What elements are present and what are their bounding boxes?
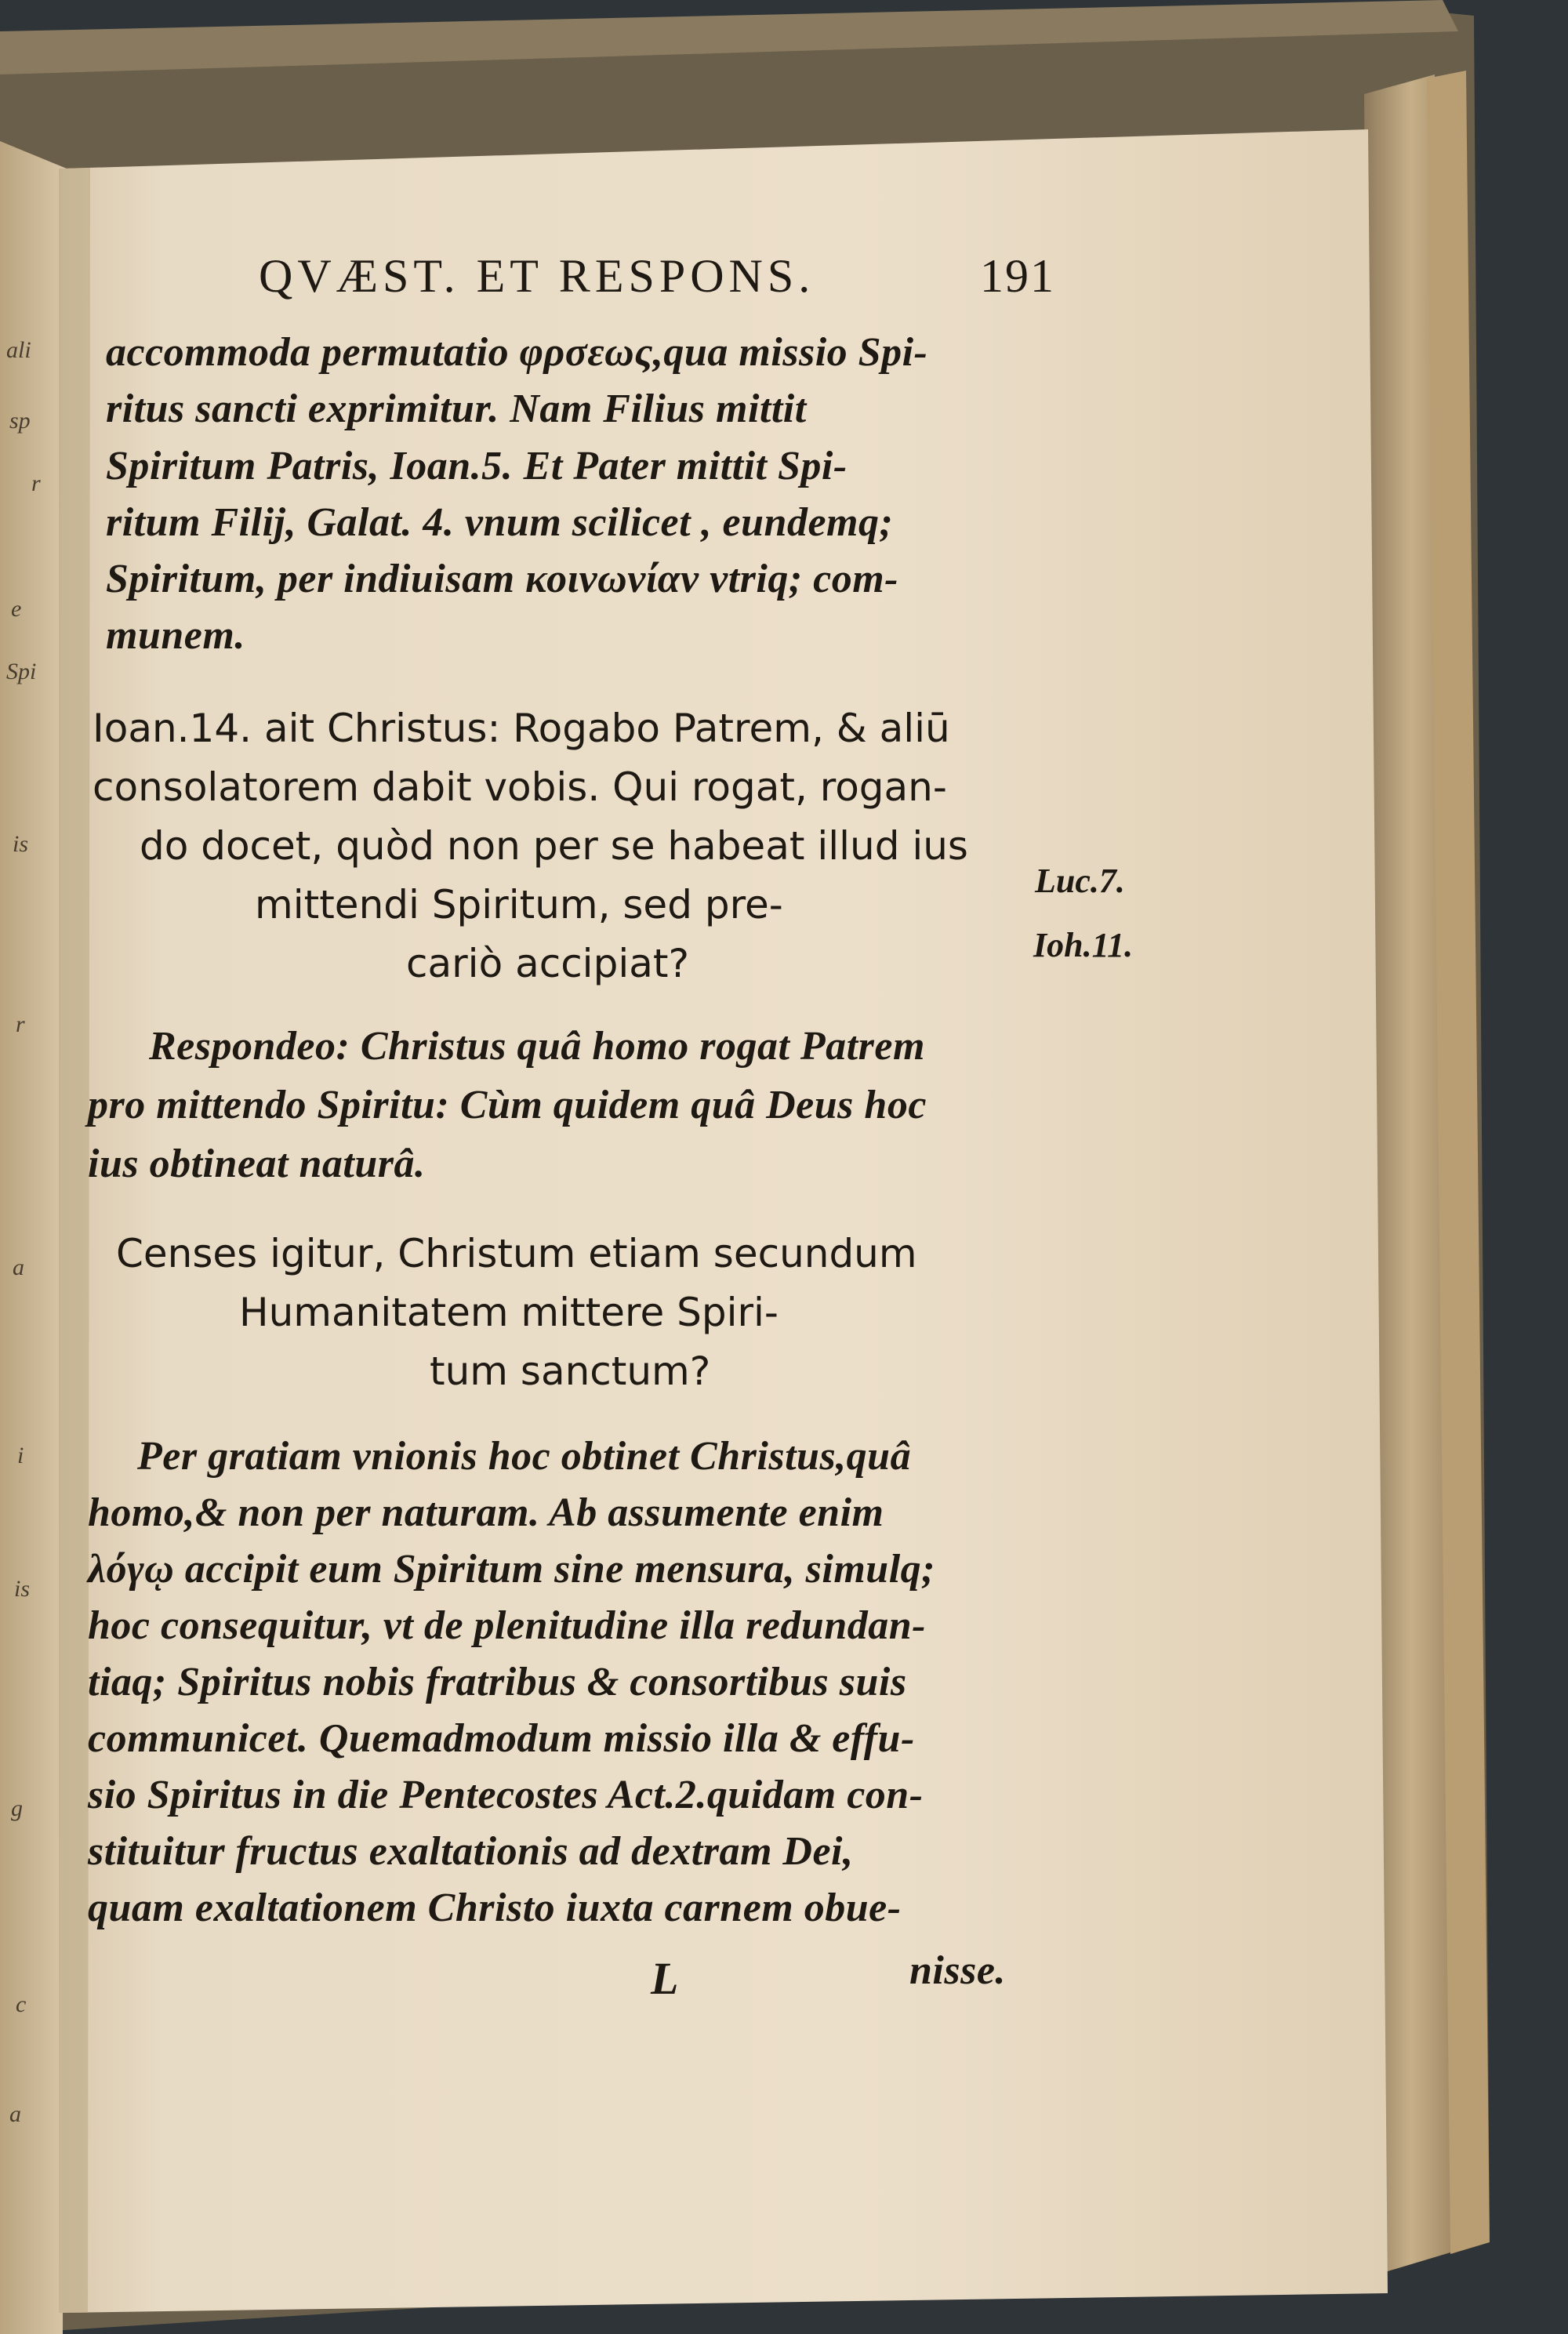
left-fragment: i: [17, 1443, 24, 1468]
left-fragment: a: [13, 1254, 24, 1280]
question-line: tum sanctum?: [430, 1348, 711, 1394]
question-line: do docet, quòd non per se habeat illud ius: [140, 823, 968, 869]
left-fragment: e: [11, 596, 22, 622]
catchword: nisse.: [909, 1948, 1006, 1993]
question-line: Humanitatem mittere Spiri-: [239, 1290, 779, 1335]
answer-line: tiaq; Spiritus nobis fratribus & consortibus suis: [88, 1660, 907, 1704]
text-line: munem.: [106, 613, 245, 658]
answer-line: stituitur fructus exaltationis ad dextram Dei,: [88, 1829, 854, 1874]
left-fragment: a: [9, 2101, 21, 2127]
question-line: Ioan.14. ait Christus: Rogabo Patrem, & aliū: [93, 706, 950, 751]
text-line: Spiritum, per indiuisam κοινωνίαν vtriq; com-: [106, 557, 898, 601]
left-fragment: Spi: [6, 659, 37, 684]
question-line: consolatorem dabit vobis. Qui rogat, rogan-: [93, 764, 947, 810]
answer-line: hoc consequitur, vt de plenitudine illa redundan-: [88, 1603, 926, 1648]
question-line: mittendi Spiritum, sed pre-: [255, 882, 783, 927]
answer-line: Respondeo: Christus quâ homo rogat Patrem: [149, 1024, 925, 1069]
answer-line: pro mittendo Spiritu: Cùm quidem quâ Deus hoc: [88, 1083, 927, 1127]
answer-line: ius obtineat naturâ.: [88, 1142, 426, 1186]
left-fragment: ali: [6, 337, 31, 363]
text-line: Spiritum Patris, Ioan.5. Et Pater mittit Spi-: [106, 444, 848, 488]
text-line: ritus sancti exprimitur. Nam Filius mittit: [106, 387, 807, 431]
answer-line: Per gratiam vnionis hoc obtinet Christus,quâ: [137, 1434, 912, 1479]
answer-line: communicet. Quemadmodum missio illa & effu-: [88, 1716, 915, 1761]
question-line: Censes igitur, Christum etiam secundum: [116, 1231, 917, 1276]
left-fragment: is: [14, 1576, 31, 1602]
left-fragment: r: [16, 1011, 25, 1037]
running-head: QVÆST. ET RESPONS.: [259, 250, 815, 302]
answer-line: λόγῳ accipit eum Spiritum sine mensura, simulq;: [88, 1547, 935, 1592]
left-fragment: sp: [9, 408, 31, 434]
question-line: cariò accipiat?: [406, 941, 689, 986]
text-line: accommoda permutatio φρσεως,qua missio Spi-: [106, 330, 928, 375]
left-fragment: g: [11, 1795, 23, 1821]
left-fragment: c: [16, 1991, 27, 2017]
left-fragment: r: [31, 470, 41, 496]
margin-reference: Luc.7.: [1035, 862, 1125, 900]
signature-mark: L: [651, 1953, 679, 2004]
answer-line: homo,& non per naturam. Ab assumente enim: [88, 1490, 884, 1535]
page-number: 191: [980, 250, 1055, 302]
left-fragment: is: [13, 831, 29, 857]
answer-line: quam exaltationem Christo iuxta carnem obue-: [88, 1886, 902, 1930]
margin-reference: Ioh.11.: [1033, 926, 1134, 964]
text-line: ritum Filij, Galat. 4. vnum scilicet , eundemq;: [106, 500, 894, 545]
answer-line: sio Spiritus in die Pentecostes Act.2.quidam con-: [88, 1773, 924, 1817]
